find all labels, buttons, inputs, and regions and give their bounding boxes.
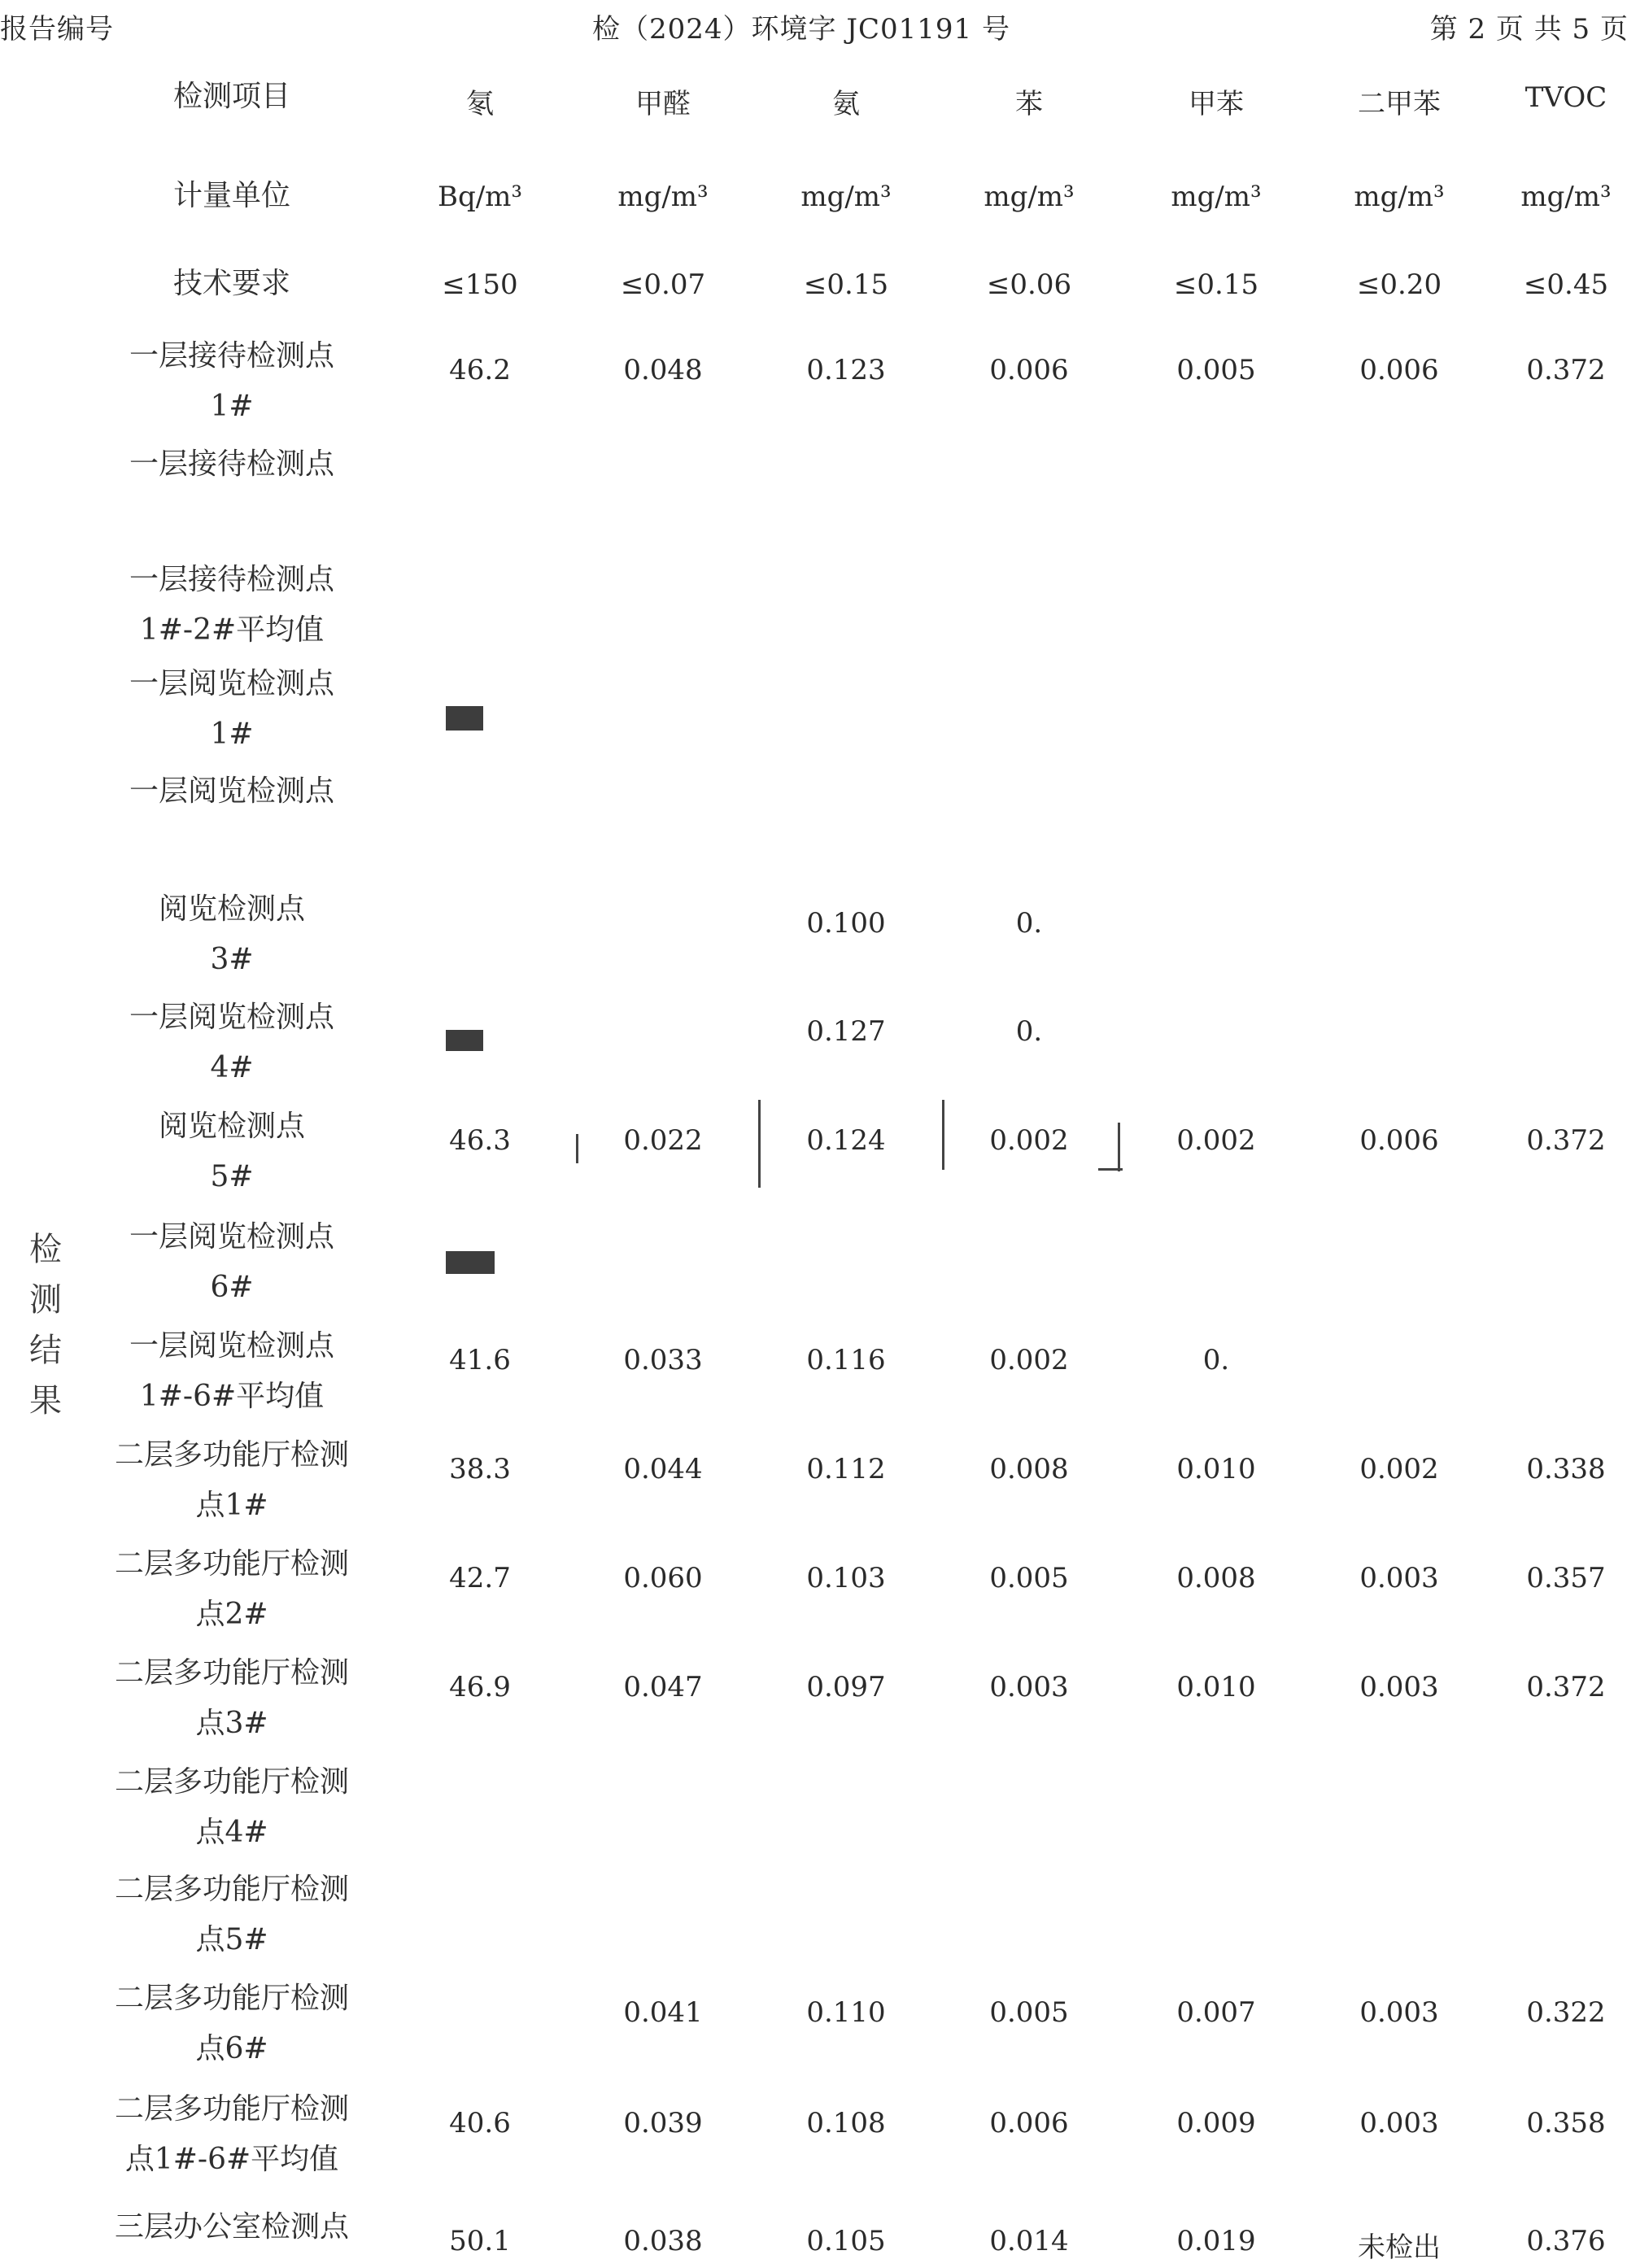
row-label (77, 1101, 386, 1202)
row-label-line: 3# (210, 943, 254, 976)
result-cell: 0.008 (1176, 1562, 1256, 1594)
unit-cell: mg/m³ (1171, 181, 1262, 213)
row-label-line: 点5# (195, 1923, 268, 1956)
row-label (77, 992, 386, 1093)
result-cell: 46.9 (449, 1671, 511, 1703)
result-cell: 0.372 (1526, 1671, 1606, 1703)
result-cell: 0.097 (806, 1671, 886, 1703)
row-label (77, 1757, 386, 1858)
result-cell: 0.003 (989, 1671, 1069, 1703)
result-cell: 0.044 (623, 1453, 703, 1485)
row-label-line: 点1# (195, 1489, 268, 1522)
result-cell: 0.007 (1176, 1996, 1256, 2029)
result-cell: 0.002 (989, 1124, 1069, 1157)
result-cell: 0.008 (989, 1453, 1069, 1485)
side-char: 测 (29, 1281, 62, 1319)
result-cell: 0.022 (623, 1124, 703, 1157)
side-char: 结 (29, 1332, 62, 1369)
requirement-cell: ≤0.15 (1173, 268, 1259, 301)
row-label-line: 点3# (195, 1707, 268, 1740)
result-cell: 0.103 (806, 1562, 886, 1594)
result-cell: 0.041 (623, 1996, 703, 2029)
result-cell: 0.358 (1526, 2107, 1606, 2139)
result-cell: 0.033 (623, 1344, 703, 1376)
row-label-line: 1#-6#平均值 (139, 1380, 325, 1413)
row-label (77, 555, 386, 656)
result-cell: 0.005 (1176, 354, 1256, 386)
result-cell: 未检出 (1358, 2231, 1441, 2264)
unit-cell: mg/m³ (1354, 181, 1445, 213)
report-number: 检（2024）环境字 JC01191 号 (592, 13, 1010, 46)
result-cell: 0.376 (1526, 2225, 1606, 2257)
row-label (77, 2084, 386, 2185)
result-cell: 42.7 (449, 1562, 511, 1594)
row-label (77, 2202, 386, 2253)
result-cell: 0.005 (989, 1562, 1069, 1594)
row-label-line: 1# (210, 717, 254, 751)
result-cell: 0.006 (989, 354, 1069, 386)
row-label-line: 4# (210, 1051, 254, 1084)
row-label (77, 1212, 386, 1313)
row-label-line: 点2# (195, 1598, 268, 1631)
section-side-label (24, 1224, 67, 1426)
result-cell: 0.110 (806, 1996, 886, 2029)
row-label-line: 6# (210, 1271, 254, 1304)
row-label-line: 二层多功能厅检测 (114, 1656, 349, 1690)
result-cell: 0.038 (623, 2225, 703, 2257)
report-number-label: 报告编号 (0, 13, 114, 46)
result-cell: 46.3 (449, 1124, 511, 1157)
row-label (77, 1974, 386, 2074)
row-label-line: 一层阅览检测点 (129, 1329, 334, 1363)
scan-line (1118, 1123, 1120, 1171)
unit-cell: mg/m³ (617, 181, 709, 213)
row-label-line: 三层办公室检测点 (114, 2210, 349, 2244)
row-label-line: 点1#-6#平均值 (124, 2143, 339, 2176)
redaction-mark (446, 1030, 483, 1051)
result-cell: 0.006 (1359, 1124, 1439, 1157)
row-label-line: 一层阅览检测点 (129, 774, 334, 808)
result-cell: 0.010 (1176, 1671, 1256, 1703)
column-header: 氨 (832, 88, 860, 120)
row-label-line: 二层多功能厅检测 (114, 1438, 349, 1472)
result-cell: 0.357 (1526, 1562, 1606, 1594)
requirement-cell: ≤0.20 (1356, 268, 1442, 301)
result-cell: 0.003 (1359, 1562, 1439, 1594)
column-header: 苯 (1015, 88, 1043, 120)
row-label (77, 659, 386, 760)
requirement-cell: ≤0.15 (803, 268, 889, 301)
row-label (77, 766, 386, 817)
row-label-line: 1# (210, 390, 254, 423)
result-cell: 0.002 (1359, 1453, 1439, 1485)
result-cell: 0.005 (989, 1996, 1069, 2029)
result-cell: 46.2 (449, 354, 511, 386)
result-cell: 0.322 (1526, 1996, 1606, 2029)
row-label-line: 一层接待检测点 (129, 339, 334, 373)
requirements-row-label: 技术要求 (172, 267, 290, 300)
row-label-line: 一层阅览检测点 (129, 667, 334, 700)
result-cell: 0.123 (806, 354, 886, 386)
row-label (77, 331, 386, 432)
result-cell: 0. (1015, 1015, 1043, 1048)
column-header: 甲苯 (1189, 88, 1244, 120)
redaction-mark (446, 1251, 495, 1274)
result-cell: 41.6 (449, 1344, 511, 1376)
requirement-cell: ≤0.06 (986, 268, 1072, 301)
row-label-line: 1#-2#平均值 (139, 613, 325, 647)
row-label (77, 439, 386, 490)
row-label (77, 1648, 386, 1749)
result-cell: 0.116 (806, 1344, 886, 1376)
result-cell: 0.003 (1359, 2107, 1439, 2139)
row-label-line: 二层多功能厅检测 (114, 1982, 349, 2015)
result-cell: 0.338 (1526, 1453, 1606, 1485)
row-label-line: 点6# (195, 2032, 268, 2065)
result-cell: 0.003 (1359, 1671, 1439, 1703)
scan-line (942, 1100, 944, 1170)
column-header: 二甲苯 (1358, 88, 1441, 120)
result-cell: 0.003 (1359, 1996, 1439, 2029)
row-label (77, 1321, 386, 1422)
column-header: 氡 (466, 88, 494, 120)
result-cell: 0.372 (1526, 1124, 1606, 1157)
result-cell: 40.6 (449, 2107, 511, 2139)
side-char: 果 (29, 1382, 62, 1420)
column-header-item: 检测项目 (172, 80, 290, 113)
redaction-mark (446, 706, 483, 731)
row-label-line: 二层多功能厅检测 (114, 1765, 349, 1799)
result-cell: 0.006 (1359, 354, 1439, 386)
result-cell: 0.060 (623, 1562, 703, 1594)
row-label-line: 5# (210, 1160, 254, 1193)
requirement-cell: ≤150 (442, 268, 518, 301)
result-cell: 0.105 (806, 2225, 886, 2257)
scan-line (1098, 1168, 1123, 1171)
row-label-line: 一层接待检测点 (129, 447, 334, 481)
row-label-line: 阅览检测点 (158, 892, 305, 926)
row-label (77, 1430, 386, 1531)
result-cell: 0.112 (806, 1453, 886, 1485)
row-label-line: 一层阅览检测点 (129, 1001, 334, 1034)
result-cell: 0.048 (623, 354, 703, 386)
requirement-cell: ≤0.07 (620, 268, 706, 301)
result-cell: 0.019 (1176, 2225, 1256, 2257)
result-cell: 0. (1015, 907, 1043, 940)
result-cell: 0.100 (806, 907, 886, 940)
result-cell: 0.002 (1176, 1124, 1256, 1157)
column-header: 甲醛 (635, 88, 691, 120)
row-label-line: 点4# (195, 1816, 268, 1849)
side-char: 检 (29, 1231, 62, 1268)
result-cell: 38.3 (449, 1453, 511, 1485)
result-cell: 0.372 (1526, 354, 1606, 386)
row-label-line: 一层阅览检测点 (129, 1220, 334, 1254)
result-cell: 0.124 (806, 1124, 886, 1157)
units-row-label: 计量单位 (172, 179, 290, 212)
row-label (77, 1865, 386, 1965)
page-indicator: 第 2 页 共 5 页 (1429, 13, 1629, 46)
unit-cell: mg/m³ (800, 181, 892, 213)
result-cell: 0.002 (989, 1344, 1069, 1376)
result-cell: 0.009 (1176, 2107, 1256, 2139)
result-cell: 0.010 (1176, 1453, 1256, 1485)
result-cell: 0.108 (806, 2107, 886, 2139)
row-label-line: 阅览检测点 (158, 1110, 305, 1143)
scan-line (576, 1134, 578, 1163)
row-label-line: 二层多功能厅检测 (114, 2092, 349, 2126)
result-cell: 0.039 (623, 2107, 703, 2139)
result-cell: 50.1 (449, 2225, 511, 2257)
row-label-line: 一层接待检测点 (129, 563, 334, 596)
result-cell: 0.047 (623, 1671, 703, 1703)
scan-line (758, 1100, 761, 1188)
result-cell: 0.006 (989, 2107, 1069, 2139)
row-label-line: 二层多功能厅检测 (114, 1873, 349, 1906)
row-label-line: 二层多功能厅检测 (114, 1547, 349, 1581)
requirement-cell: ≤0.45 (1523, 268, 1609, 301)
unit-cell: mg/m³ (1520, 181, 1612, 213)
row-label (77, 884, 386, 985)
result-cell: 0. (1202, 1344, 1230, 1376)
result-cell: 0.127 (806, 1015, 886, 1048)
row-label (77, 1539, 386, 1640)
result-cell: 0.014 (989, 2225, 1069, 2257)
column-header: TVOC (1524, 81, 1607, 114)
unit-cell: Bq/m³ (437, 181, 523, 213)
unit-cell: mg/m³ (984, 181, 1075, 213)
